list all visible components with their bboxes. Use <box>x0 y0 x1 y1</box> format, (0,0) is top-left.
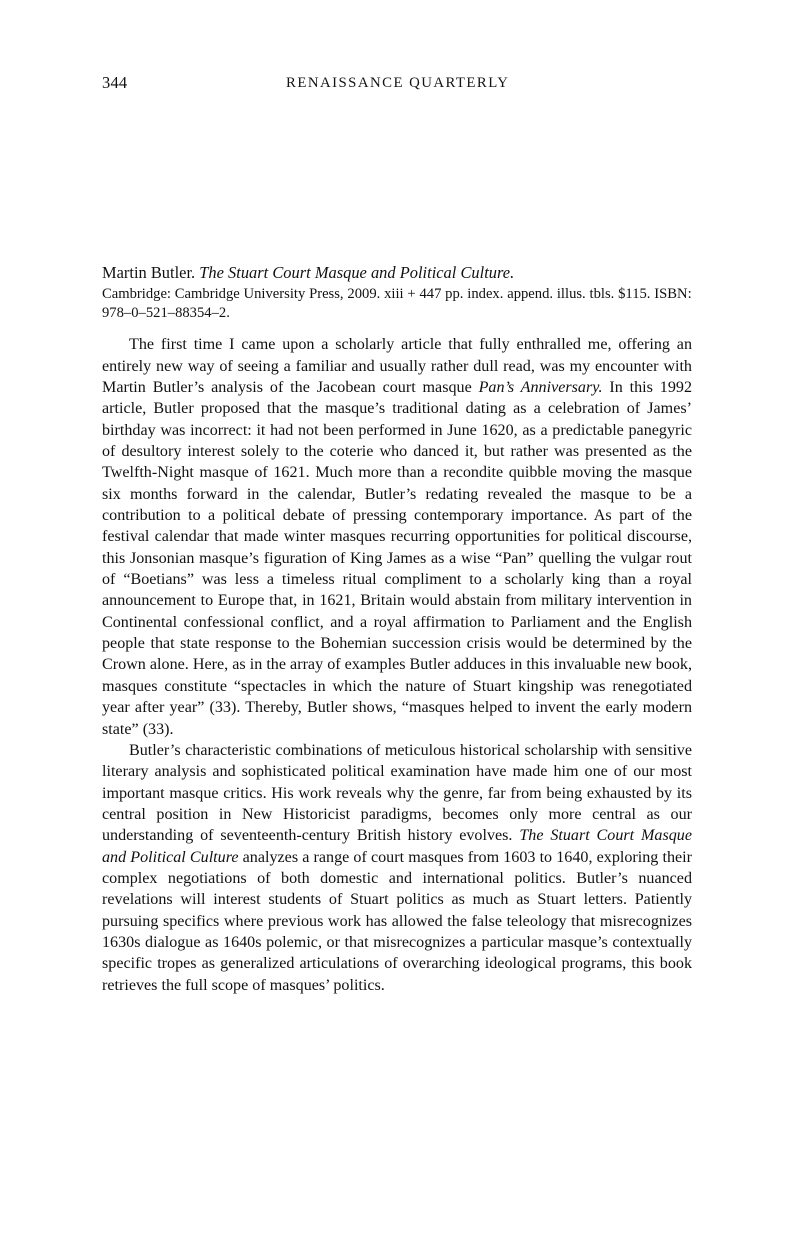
book-review <box>102 262 692 996</box>
review-paragraph-2 <box>102 740 692 996</box>
book-imprint <box>102 285 692 324</box>
paragraph-2-text-part-1: Butler’s characteristic combinations of meticulous historical scholarship with sensitive literary analysis and sophisticated political examination have made him one of our most important masque critics. His work reveals why the genre, far from being exhausted by its central position in New Historicist paradigms, becomes only more central as our understanding of seventeenth-century British history evolves. <box>102 741 692 845</box>
journal-title: RENAISSANCE QUARTERLY <box>286 75 510 91</box>
book-author: Martin Butler. <box>102 263 196 282</box>
book-title: The Stuart Court Masque and Political Culture. <box>199 263 515 282</box>
page-number: 344 <box>102 73 128 92</box>
paragraph-1-italic-title: Pan’s Anniversary. <box>478 379 603 396</box>
running-head <box>102 72 692 94</box>
paragraph-1-text-part-2: In this 1992 article, Butler proposed that the masque’s traditional dating as a celebration of James’ birthday was incorrect: it had not been performed in June 1620, as a predictable panegyric of desultory interest solely to the coterie who danced it, but rather was presented as the Twelfth-Night masque of 1621. Much more than a recondite quibble moving the masque six months forward in the calendar, Butler’s redating revealed the masque to be a contribution to a political debate of pressing contemporary importance. As part of the festival calendar that made winter masques recurring opportunities for political discourse, this Jonsonian masque’s figuration of King James as a wise “Pan” quelling the vulgar rout of “Boetians” was less a timeless ritual compliment to a scholarly king than a royal announcement to Europe that, in 1621, Britain would abstain from military intervention in Continental confessional conflict, and a royal affirmation to Parliament and the English people that state response to the Bohemian succession crisis would be determined by the Crown alone. Here, as in the array of examples Butler adduces in this invaluable new book, masques constitute “spectacles in which the nature of Stuart kingship was renegotiated year after year” (33). Thereby, Butler shows, “masques helped to invent the early modern state” (33). <box>102 379 692 738</box>
paragraph-1-text-part-1: The first time I came upon a scholarly article that fully enthralled me, offering an entirely new way of seeing a familiar and usually rather dull read, was my encounter with Martin Butler’s analysis of the Jacobean court masque <box>102 336 692 396</box>
paragraph-2-italic-title: The Stuart Court Masque and Political Culture <box>102 827 692 866</box>
imprint-publication-details: Cambridge: Cambridge University Press, 2009. xiii + 447 pp. index. append. illus. tbls. <box>102 285 615 302</box>
book-citation-heading <box>102 262 692 284</box>
review-paragraph-1 <box>102 334 692 740</box>
imprint-price-isbn: $115. ISBN: 978–0–521–88354–2. <box>102 285 692 321</box>
paragraph-2-text-part-2: analyzes a range of court masques from 1603 to 1640, exploring their complex negotiations of both domestic and international politics. Butler’s nuanced revelations will interest students of Stuart politics as much as Stuart letters. Patiently pursuing specifics where previous work has allowed the false teleology that misrecognizes 1630s dialogue as 1640s polemic, or that misrecognizes a particular masque’s contextually specific tropes as generalized articulations of overarching ideological programs, this book retrieves the full scope of masques’ politics. <box>102 848 692 994</box>
